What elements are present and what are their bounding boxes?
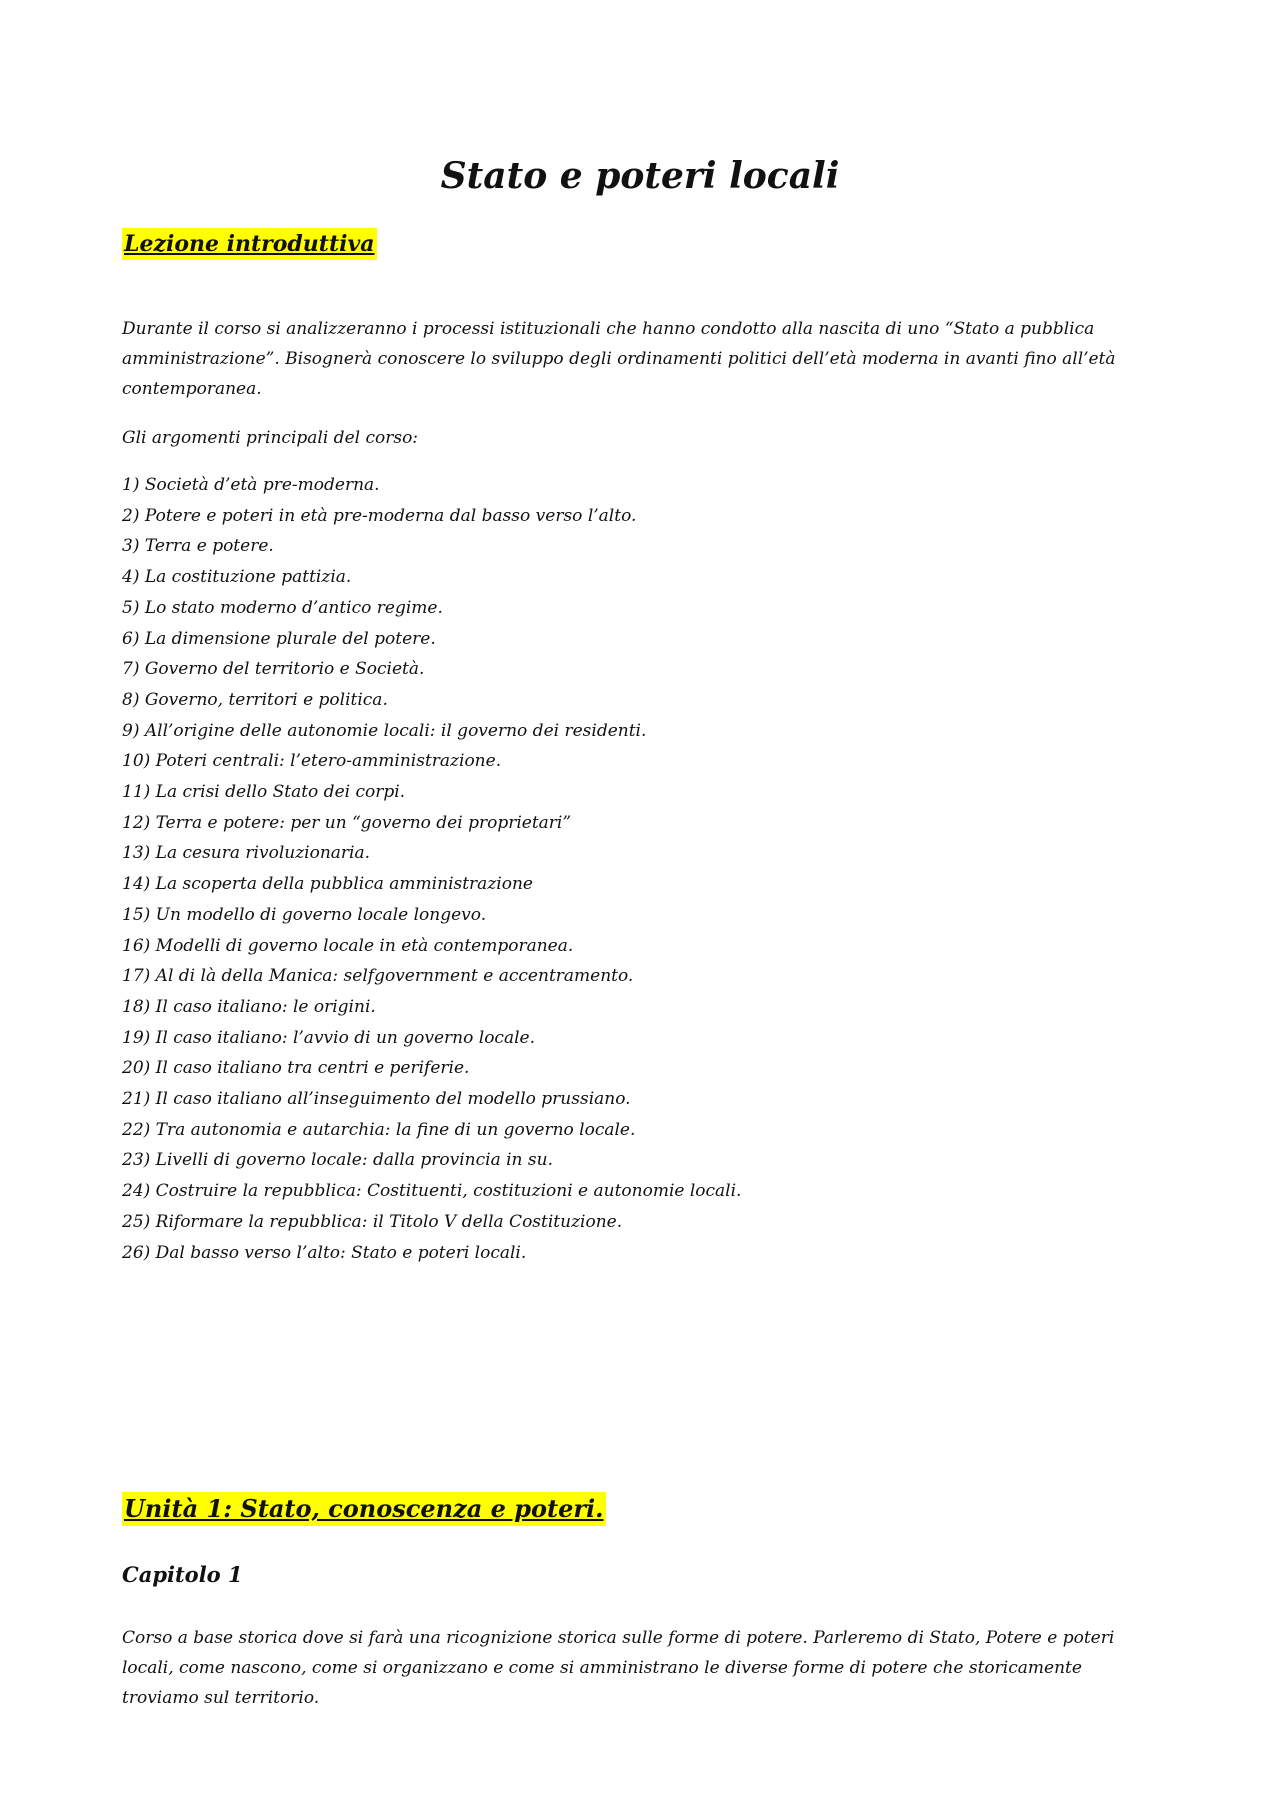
topic-item: 24) Costruire la repubblica: Costituenti, costituzioni e autonomie locali.: [122, 1181, 742, 1202]
topics-label: Gli argomenti principali del corso:: [122, 428, 419, 448]
intro-paragraph: Durante il corso si analizzeranno i processi istituzionali che hanno condotto alla nascita di uno “Stato a pubblica amministrazione”. Bisognerà conoscere lo sviluppo degli ordinamenti politici dell’età moderna in avanti fino all’età contemporanea.: [122, 319, 1116, 399]
chapter-heading: Capitolo 1: [122, 1562, 243, 1587]
topic-item: 16) Modelli di governo locale in età contemporanea.: [122, 935, 574, 956]
topic-item: 5) Lo stato moderno d’antico regime.: [122, 597, 443, 618]
topics-list: [122, 470, 1162, 1268]
topic-item: 13) La cesura rivoluzionaria.: [122, 843, 371, 864]
topic-item: 6) La dimensione plurale del potere.: [122, 628, 436, 649]
document-title: Stato e poteri locali: [440, 155, 840, 197]
topic-item: 11) La crisi dello Stato dei corpi.: [122, 782, 406, 803]
chapter-paragraph: Corso a base storica dove si farà una ricognizione storica sulle forme di potere. Parleremo di Stato, Potere e poteri locali, come nascono, come si organizzano e come si amministrano le diverse forme di potere che storicamente troviamo sul territorio.: [122, 1628, 1115, 1708]
topic-item: 10) Poteri centrali: l’etero-amministrazione.: [122, 751, 502, 772]
topic-item: 20) Il caso italiano tra centri e periferie.: [122, 1058, 470, 1079]
topic-item: 12) Terra e potere: per un “governo dei proprietari”: [122, 812, 572, 833]
topic-item: 18) Il caso italiano: le origini.: [122, 996, 376, 1017]
topic-item: 8) Governo, territori e politica.: [122, 689, 388, 710]
topic-item: 2) Potere e poteri in età pre-moderna dal basso verso l’alto.: [122, 505, 637, 526]
topic-item: 21) Il caso italiano all’inseguimento del modello prussiano.: [122, 1089, 631, 1110]
topic-item: 26) Dal basso verso l’alto: Stato e poteri locali.: [122, 1242, 527, 1263]
topic-item: 9) All’origine delle autonomie locali: il governo dei residenti.: [122, 720, 647, 741]
topic-item: 25) Riformare la repubblica: il Titolo V della Costituzione.: [122, 1211, 623, 1232]
topic-item: 7) Governo del territorio e Società.: [122, 659, 425, 680]
section-heading-lezione-introduttiva: Lezione introduttiva: [122, 228, 377, 260]
topic-item: 3) Terra e potere.: [122, 536, 274, 557]
topic-item: 14) La scoperta della pubblica amministrazione: [122, 874, 533, 895]
topic-item: 19) Il caso italiano: l’avvio di un governo locale.: [122, 1027, 535, 1048]
topic-item: 22) Tra autonomia e autarchia: la fine di un governo locale.: [122, 1119, 636, 1140]
topic-item: 15) Un modello di governo locale longevo.: [122, 904, 487, 925]
topic-item: 17) Al di là della Manica: selfgovernment e accentramento.: [122, 966, 634, 987]
topic-item: 1) Società d’età pre-moderna.: [122, 475, 380, 495]
topic-item: 4) La costituzione pattizia.: [122, 567, 352, 588]
topic-item: 23) Livelli di governo locale: dalla provincia in su.: [122, 1150, 553, 1171]
section-heading-unita-1: Unità 1: Stato, conoscenza e poteri.: [122, 1492, 606, 1526]
